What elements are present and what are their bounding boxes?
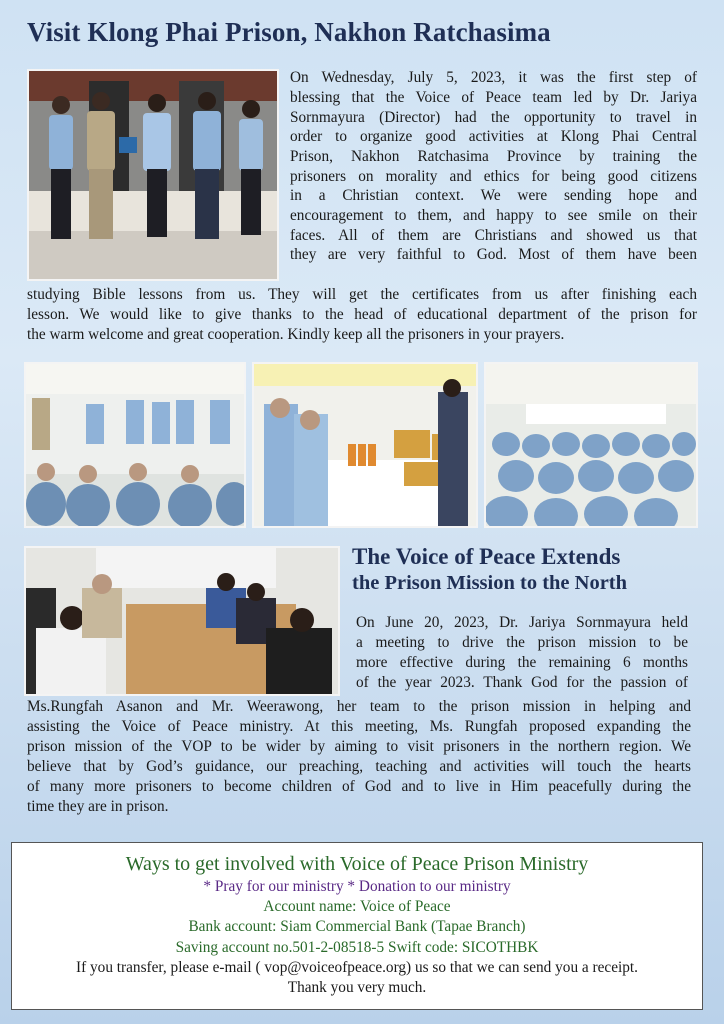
get-involved-box [11, 842, 703, 1010]
article2-wide-line: of many more prisoners to become children of God and to live in Him peacefully during the [27, 778, 691, 795]
article1-line: in a Christian context. We were sending hope and [290, 187, 697, 204]
article1-line: Prison, Nakhon Ratchasima Province by training the [290, 148, 697, 165]
saving-account: Saving account no.501-2-08518-5 Swift code: SICOTHBK [175, 938, 539, 956]
article1-line: faces. All of them are Christians and showed us that [290, 227, 697, 244]
photo-training-session [24, 362, 246, 528]
article2-wide-line: Ms.Rungfah Asanon and Mr. Weerawong, her team to the prison mission in helping and [27, 698, 691, 715]
article2-line: On June 20, 2023, Dr. Jariya Sornmayura held [356, 614, 688, 631]
thank-you: Thank you very much. [287, 979, 427, 997]
article2-line: more effective during the remaining 6 months [356, 654, 688, 671]
article2-line: a meeting to drive the prison mission to be [356, 634, 688, 651]
article1-line: order to organize good activities at Klong Phai Central [290, 128, 697, 145]
article2-wide-line: believe that by God’s guidance, our preaching, teaching and activities will touch the hearts [27, 758, 691, 775]
article2-title-line1: The Voice of Peace Extends [352, 544, 621, 569]
photo-meeting [24, 546, 340, 696]
article2-title-line2: the Prison Mission to the North [352, 572, 628, 594]
photo-visit-group [27, 69, 279, 281]
article1-wide-line: studying Bible lessons from us. They will get the certificates from us after finishing each [27, 286, 697, 303]
article2-wide-line: assisting the Voice of Peace ministry. At this meeting, Ms. Rungfah proposed expanding the [27, 718, 691, 735]
pray-donate-line: * Pray for our ministry * Donation to our ministry [203, 878, 511, 895]
article1-line: On Wednesday, July 5, 2023, it was the first step of [290, 69, 697, 86]
article1-line: prisoners on morality and ethics for being good citizens [290, 168, 697, 185]
transfer-note: If you transfer, please e-mail ( vop@voiceofpeace.org) us so that we can send you a receipt. [76, 958, 638, 976]
article1-title: Visit Klong Phai Prison, Nakhon Ratchasima [27, 17, 551, 47]
photo-prisoners-audience [484, 362, 698, 528]
bank-account: Bank account: Siam Commercial Bank (Tapae Branch) [188, 918, 526, 936]
article2-wide-line: prison mission of the VOP to be wider by aiming to visit prisoners in the northern region. We [27, 738, 691, 755]
article1-wide-line: the warm welcome and great cooperation. Kindly keep all the prisoners in your prayers. [27, 326, 565, 343]
get-involved-heading: Ways to get involved with Voice of Peace Prison Ministry [125, 853, 589, 875]
account-name: Account name: Voice of Peace [263, 898, 451, 916]
article1-line: Sornmayura (Director) had the opportunity to travel in [290, 109, 697, 126]
article1-wide-line: lesson. We would like to give thanks to the head of educational department of the prison for [27, 306, 697, 323]
article2-line: of the year 2023. Thank God for the passion of [356, 674, 688, 691]
article1-line: they are very faithful to God. Most of them have been [290, 246, 697, 263]
article1-line: encouragement to them, and happy to see smile on their [290, 207, 697, 224]
photo-gift-distribution [252, 362, 478, 528]
article2-wide-line: time they are in prison. [27, 798, 169, 815]
article1-line: blessing that the Voice of Peace team led by Dr. Jariya [290, 89, 697, 106]
